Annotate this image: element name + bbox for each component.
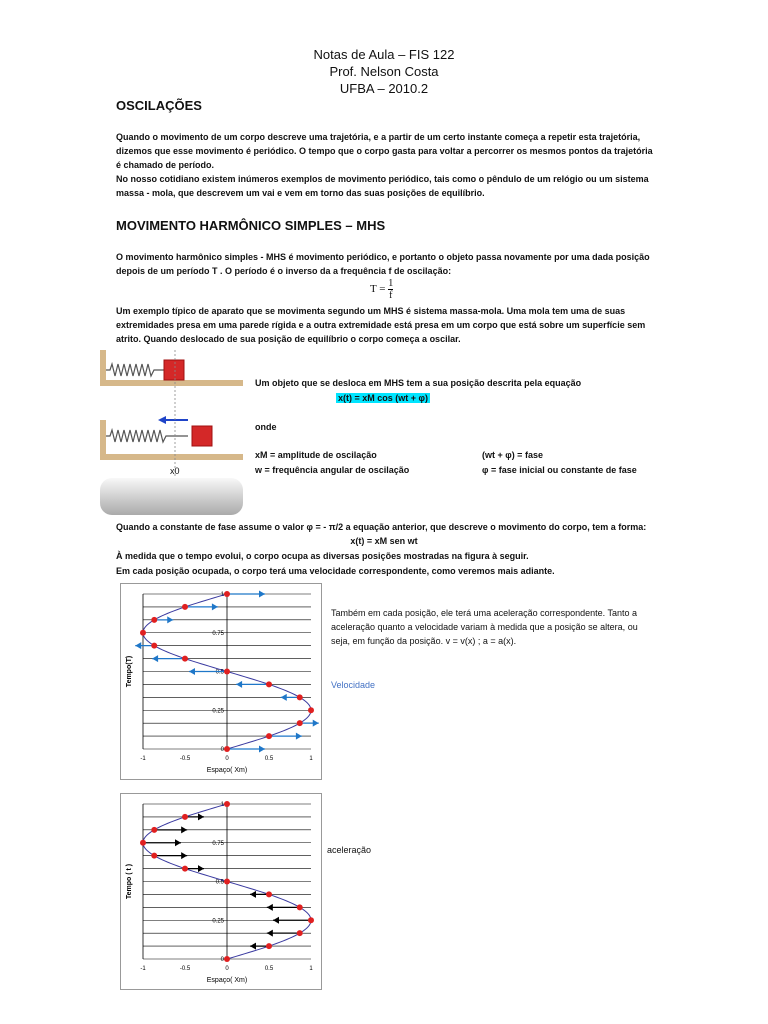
vector-arrowhead: [152, 655, 158, 662]
vector-arrowhead: [236, 681, 242, 688]
formula-period-denominator: f: [389, 290, 393, 301]
x-tick-label: -0.5: [179, 756, 191, 762]
formula-period: [370, 278, 393, 301]
vector-arrowhead: [259, 591, 265, 598]
vector-arrowhead: [250, 943, 256, 950]
y-tick-label: 1: [220, 592, 224, 598]
position-point: [224, 956, 230, 962]
vector-arrowhead: [250, 891, 256, 898]
mass-spring-figure: [100, 350, 243, 515]
y-tick-label: 1: [220, 802, 224, 808]
position-point: [308, 917, 314, 923]
position-point: [297, 720, 303, 726]
figure-bottom-spring: [106, 430, 188, 442]
position-point: [140, 840, 146, 846]
section-title-oscilacoes: OSCILAÇÕES: [116, 98, 202, 113]
y-tick-label: 0.5: [215, 669, 224, 676]
def-phase: (wt + φ) = fase: [482, 450, 543, 460]
figure-bottom-mass: [192, 426, 212, 446]
position-point: [266, 943, 272, 949]
position-point: [266, 733, 272, 739]
velocidade-label: Velocidade: [331, 680, 376, 690]
paragraph-mass-spring: Um exemplo típico de aparato que se movimenta segundo um MHS é sistema massa-mola. Uma mola tem uma de suas extremidades presa em uma parede rígida e a outra extremidade está presa em um corpo que está sobre um superfície sem atrito. Quando deslocado de sua posição de equilíbrio o corpo começa a oscilar.: [116, 306, 646, 344]
formula-period-numerator: 1: [388, 278, 394, 289]
position-point: [151, 827, 157, 833]
position-point: [224, 591, 230, 597]
vector-arrowhead: [267, 930, 273, 937]
position-point: [182, 656, 188, 662]
formula-period-lhs: T =: [370, 283, 386, 296]
mhs-intro: Um objeto que se desloca em MHS tem a sua posição descrita pela equação: [255, 378, 582, 388]
figure-arrowhead: [158, 416, 166, 424]
x-tick-label: 0.5: [264, 756, 274, 762]
header-line2: Prof. Nelson Costa: [329, 64, 439, 79]
vector-arrowhead: [281, 694, 287, 701]
position-point: [140, 630, 146, 636]
acceleration-chart: [120, 793, 322, 990]
vector-arrowhead: [198, 865, 204, 872]
position-point: [182, 866, 188, 872]
position-point: [151, 853, 157, 859]
paragraph-everyday: No nosso cotidiano existem inúmeros exemplos de movimento periódico, tais como o pêndulo de um relógio ou um sistema massa - mola, que descrevem um vai e vem em torno das suas posições de equilíbrio.: [116, 174, 649, 198]
vector-arrowhead: [296, 733, 302, 740]
vector-arrowhead: [175, 839, 181, 846]
x-tick-label: -0.5: [179, 966, 191, 972]
y-tick-label: 0.75: [212, 630, 224, 637]
phase-line1: Quando a constante de fase assume o valor φ = - π/2 a equação anterior, que descreve o movimento do corpo, tem a forma:: [116, 522, 647, 532]
def-initial-phase: φ = fase inicial ou constante de fase: [482, 465, 637, 475]
figure-bottom-floor: [100, 454, 243, 460]
def-angular-frequency: w = frequência angular de oscilação: [255, 465, 410, 475]
vector-arrowhead: [135, 642, 141, 649]
position-point: [266, 891, 272, 897]
vector-arrowhead: [198, 813, 204, 820]
x-tick-label: 0: [225, 756, 229, 762]
mhs-onde: onde: [255, 422, 277, 432]
position-point: [151, 617, 157, 623]
phase-line2: À medida que o tempo evolui, o corpo ocupa as diversas posições mostradas na figura à seguir.: [116, 551, 529, 561]
y-tick-label: 0.5: [215, 879, 224, 886]
paragraph-mhs-definition: O movimento harmônico simples - MHS é movimento periódico, e portanto o objeto passa novamente por uma dada posição depois de um período T . O período é o inverso da a frequência f de oscilação:: [116, 252, 650, 276]
x-tick-label: -1: [140, 756, 146, 762]
vector-arrowhead: [212, 603, 218, 610]
position-point: [224, 746, 230, 752]
x-tick-label: -1: [140, 966, 146, 972]
x-axis-label: Espaço( Xm): [206, 767, 248, 774]
x-tick-label: 1: [309, 966, 313, 972]
vector-arrowhead: [273, 917, 279, 924]
y-axis-label: Tempo(T): [126, 655, 133, 688]
paragraph-periodic: Quando o movimento de um corpo descreve uma trajetória, e a partir de um certo instante começa a repetir esta trajetória, dizemos que esse movimento é periódico. O tempo que o corpo gasta para voltar a percorrer os mesmos pontos da trajetória é chamado de período.: [116, 132, 653, 170]
velocity-chart: [120, 583, 322, 780]
y-tick-label: 0.25: [212, 708, 224, 715]
position-point: [224, 879, 230, 885]
y-tick-label: 0: [220, 957, 224, 963]
position-point: [308, 707, 314, 713]
figure-top-floor: [100, 380, 243, 386]
position-point: [182, 814, 188, 820]
vector-arrowhead: [189, 668, 195, 675]
position-point: [224, 801, 230, 807]
y-tick-label: 0.75: [212, 840, 224, 847]
x-axis-label: Espaço( Xm): [206, 977, 248, 984]
position-point: [151, 643, 157, 649]
vector-arrowhead: [181, 852, 187, 859]
phase-equation: x(t) = xM sen wt: [350, 536, 418, 546]
position-point: [266, 681, 272, 687]
vector-arrowhead: [181, 826, 187, 833]
phase-line3: Em cada posição ocupada, o corpo terá uma velocidade correspondente, como veremos mais adiante.: [116, 566, 555, 576]
y-tick-label: 0: [220, 747, 224, 753]
mhs-equation: [336, 391, 430, 405]
vector-arrowhead: [167, 616, 173, 623]
position-point: [182, 604, 188, 610]
side-paragraph: Também em cada posição, ele terá uma aceleração correspondente. Tanto a aceleração quanto a velocidade variam à medida que a posição se altera, ou seja, em função da posição. v = v(x) ; a = a(x).: [331, 608, 638, 646]
figure-top-mass: [164, 360, 184, 380]
position-point: [297, 694, 303, 700]
vector-arrowhead: [313, 720, 319, 727]
header-line3: UFBA – 2010.2: [339, 81, 429, 96]
aceleracao-label: aceleração: [327, 845, 372, 855]
section-title-mhs: MOVIMENTO HARMÔNICO SIMPLES – MHS: [116, 218, 386, 233]
figure-base: [100, 478, 243, 515]
def-amplitude: xM = amplitude de oscilação: [255, 450, 377, 460]
formula-period-fraction: [388, 278, 393, 301]
x-tick-label: 0.5: [264, 966, 274, 972]
position-point: [297, 904, 303, 910]
x-tick-label: 1: [309, 756, 313, 762]
x-tick-label: 0: [225, 966, 229, 972]
figure-x0-label: x0: [170, 466, 180, 476]
position-point: [224, 669, 230, 675]
vector-arrowhead: [267, 904, 273, 911]
y-tick-label: 0.25: [212, 918, 224, 925]
mhs-equation-text: x(t) = xM cos (wt + φ): [338, 393, 428, 403]
header-line1: Notas de Aula – FIS 122: [313, 47, 455, 62]
position-point: [297, 930, 303, 936]
y-axis-label: Tempo ( t ): [126, 863, 133, 900]
vector-arrowhead: [259, 746, 265, 753]
